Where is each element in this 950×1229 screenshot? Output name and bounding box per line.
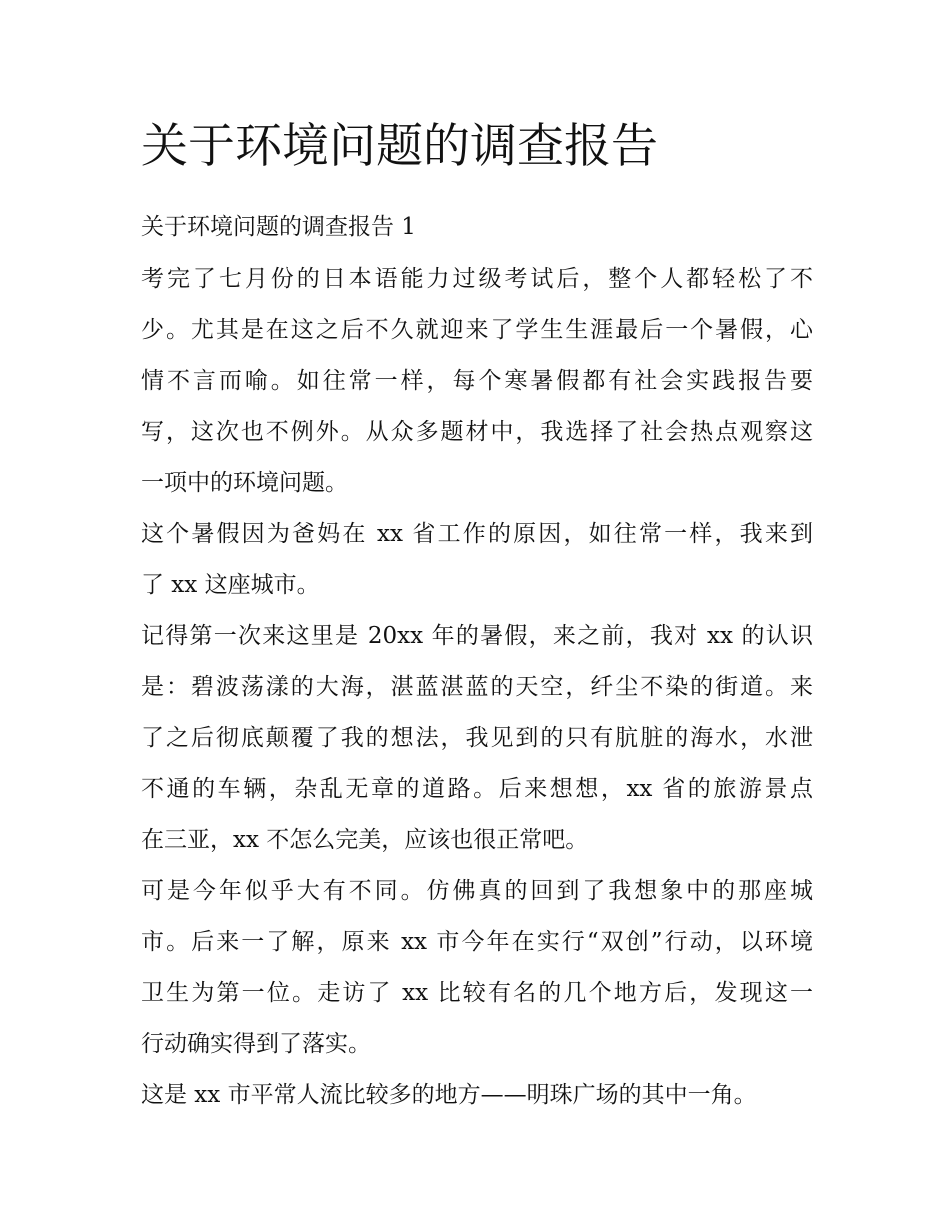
paragraph-3 bbox=[141, 611, 813, 866]
paragraph-line: 不通的车辆，杂乱无章的道路。后来想想，xx 省的旅游景点 bbox=[141, 776, 813, 802]
paragraph-line: 记得第一次来这里是 20xx 年的暑假，来之前，我对 xx 的认识 bbox=[141, 623, 813, 649]
document-subtitle: 关于环境问题的调查报告 1 bbox=[141, 214, 416, 240]
paragraph-line: 了之后彻底颠覆了我的想法，我见到的只有肮脏的海水，水泄 bbox=[141, 725, 813, 751]
paragraph-line: 少。尤其是在这之后不久就迎来了学生生涯最后一个暑假，心 bbox=[141, 317, 813, 343]
document-page bbox=[141, 112, 813, 1121]
paragraph-line: 一项中的环境问题。 bbox=[141, 470, 348, 496]
paragraph-line: 这是 xx 市平常人流比较多的地方——明珠广场的其中一角。 bbox=[141, 1082, 757, 1108]
paragraph-line: 了 xx 这座城市。 bbox=[141, 572, 320, 598]
paragraph-line: 考完了七月份的日本语能力过级考试后，整个人都轻松了不 bbox=[141, 266, 813, 292]
paragraph-line: 市。后来一了解，原来 xx 市今年在实行“双创”行动，以环境 bbox=[141, 929, 813, 955]
paragraph-line: 是：碧波荡漾的大海，湛蓝湛蓝的天空，纤尘不染的街道。来 bbox=[141, 674, 813, 700]
paragraph-line: 卫生为第一位。走访了 xx 比较有名的几个地方后，发现这一 bbox=[141, 980, 813, 1006]
paragraph-line: 情不言而喻。如往常一样，每个寒暑假都有社会实践报告要 bbox=[141, 368, 813, 394]
paragraph-1 bbox=[141, 254, 813, 509]
paragraph-4 bbox=[141, 866, 813, 1070]
paragraph-line: 行动确实得到了落实。 bbox=[141, 1031, 371, 1057]
paragraph-2 bbox=[141, 509, 813, 611]
paragraph-5 bbox=[141, 1070, 813, 1121]
paragraph-line: 写，这次也不例外。从众多题材中，我选择了社会热点观察这 bbox=[141, 419, 813, 445]
paragraph-line: 在三亚，xx 不怎么完美，应该也很正常吧。 bbox=[141, 827, 589, 853]
document-title: 关于环境问题的调查报告 bbox=[141, 119, 658, 174]
paragraph-line: 这个暑假因为爸妈在 xx 省工作的原因，如往常一样，我来到 bbox=[141, 521, 813, 547]
paragraph-line: 可是今年似乎大有不同。仿佛真的回到了我想象中的那座城 bbox=[141, 878, 813, 904]
